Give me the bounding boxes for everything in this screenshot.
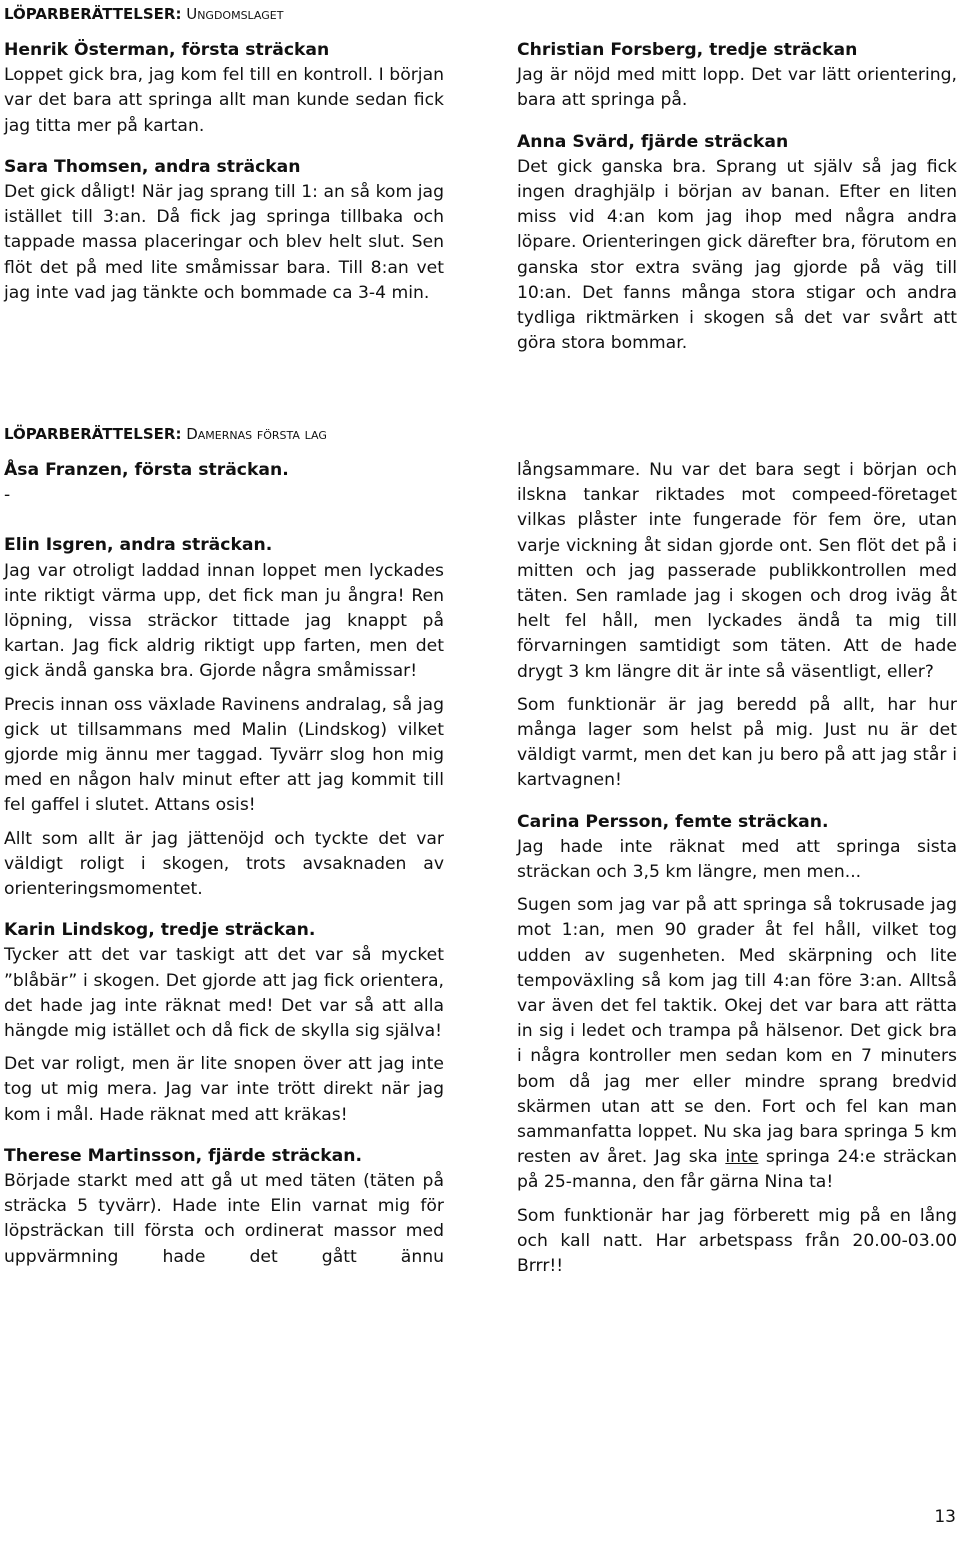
runner-story: Som funktionär har jag förberett mig på en lång och kall natt. Har arbetspass från 20.00-03.00 Brrr!! [517, 1205, 957, 1277]
runner-name: Henrik Österman, första sträckan [4, 40, 330, 60]
runner-story: Loppet gick bra, jag kom fel till en kontroll. I början var det bara att springa allt man kunde sedan fick jag titta mer på kartan. [4, 65, 444, 136]
runner-story: Det var roligt, men är lite snopen över att jag inte tog ut mig mera. Jag var inte trött direkt när jag kom i mål. Hade räknat med att kräkas! [4, 1054, 444, 1125]
runner-name: Carina Persson, femte sträckan. [517, 811, 829, 832]
runner-name: Åsa Franzen, första sträckan. [4, 460, 289, 480]
runner-name: Christian Forsberg, tredje sträckan [517, 40, 858, 60]
page-number: 13 [934, 1507, 956, 1527]
section-heading-damernas [4, 424, 327, 444]
runner-story: Började starkt med att gå ut med täten (täten på sträcka 5 tyvärr). Hade inte Elin varnat mig för löpsträckan till första och ordinerat massor med uppvärmning hade det gått ännu [4, 1171, 444, 1267]
runner-story: Allt som allt är jag jättenöjd och tyckte det var väldigt roligt i skogen, trots avsaknaden av orienteringsmomentet. [4, 828, 444, 900]
story-text: Sugen som jag var på att springa så tokrusade jag mot 1:an, men 90 grader åt fel håll, vilket tog udden av sugenheten. Med skärpning och lite tempoväxling så kom jag till 4:an före 3:an. Alltså var även det fel taktik. Okej det var bara att rätta in sig i ledet och trampa på hälsenor. Det gick bra i några kontroller men sedan kom en 7 minuters bom då jag mer eller mindre sprang bredvid skärmen utan att se den. Fort och fel kan man sammanfatta loppet. Nu ska jag bara springa 5 km resten av året. Jag ska [517, 895, 957, 1168]
runner-story: Jag är nöjd med mitt lopp. Det var lätt orientering, bara att springa på. [517, 65, 957, 111]
underlined-word: inte [725, 1147, 759, 1168]
runner-story [517, 893, 957, 1195]
runner-story: Det gick dåligt! När jag sprang till 1: an så kom jag istället till 3:an. Då fick jag springa tillbaka och tappade massa placeringar och blev helt slut. Sen flöt det på med lite småmissar bara. Till 8:an vet jag inte vad jag tänkte och bommade ca 3-4 min. [4, 182, 444, 303]
heading-subtitle: Ungdomslaget [186, 5, 284, 23]
runner-story: Som funktionär är jag beredd på allt, har hur många lager som helst på mig. Just nu är det väldigt varmt, men det kan ju bero på att jag står i kartvagnen! [517, 694, 957, 791]
runner-name: Anna Svärd, fjärde sträckan [517, 131, 789, 152]
heading-lead: LÖPARBERÄTTELSER: [4, 5, 182, 23]
runner-story: Jag var otroligt laddad innan loppet men lyckades inte riktigt värma upp, det fick man ju ångra! Ren löpning, vissa sträckor tittade jag knappt på kartan. Jag fick aldrig riktigt upp farten, men det gick ändå ganska bra. Gjorde några småmissar! [4, 560, 444, 682]
runner-story: - [4, 485, 11, 506]
runner-name: Sara Thomsen, andra sträckan [4, 156, 301, 177]
heading-lead: LÖPARBERÄTTELSER: [4, 425, 182, 443]
runner-story: Tycker att det var taskigt att det var så mycket ”blåbär” i skogen. Det gjorde att jag fick orientera, det hade jag inte räknat med! Det var så att alla hängde mig istället och då fick de skylla sig själva! [4, 945, 444, 1042]
section1-right-column [517, 38, 957, 356]
story-text: springa 24:e sträckan på 25-manna, den får gärna Nina ta! [517, 1147, 957, 1193]
runner-story: långsammare. Nu var det bara segt i början och ilskna tankar riktades mot compeed-företaget vilkas plåster inte fungerade för fem öre, utan varje vickning åt sidan gjorde ont. Sen flöt det på i mitten och jag passerade publikkontrollen med täten. Sen ramlade jag i skogen och drog iväg åt helt fel håll, men lyckades ändå ta mig till förvarningen samtidigt som täten. Att de hade drygt 3 km längre dit är inte så väsentligt, eller? [517, 460, 957, 682]
section2-left-column [4, 458, 444, 1270]
section1-left-column [4, 38, 444, 306]
runner-story: Det gick ganska bra. Sprang ut själv så jag fick ingen draghjälp i början av banan. Efter en liten miss vid 4:an kom jag ihop med några andra löpare. Orienteringen gick därefter bra, förutom en ganska stor extra sväng jag gjorde på väg till 10:an. Det fanns många stora stigar och andra tydliga riktmärken i skogen så det var svårt att göra stora bommar. [517, 156, 957, 354]
runner-story: Precis innan oss växlade Ravinens andralag, så jag gick ut tillsammans med Malin (Lindskog) vilket gjorde mig ännu mer taggad. Tyvärr slog hon mig med en någon halv minut efter att jag kommit till fel gaffel i slutet. Attans osis! [4, 694, 444, 816]
runner-name: Elin Isgren, andra sträckan. [4, 535, 273, 556]
section-heading-ungdomslaget [4, 4, 283, 24]
heading-subtitle: Damernas första lag [186, 425, 327, 443]
runner-name: Karin Lindskog, tredje sträckan. [4, 920, 316, 941]
runner-name: Therese Martinsson, fjärde sträckan. [4, 1145, 363, 1166]
section2-right-column [517, 458, 957, 1279]
runner-story: Jag hade inte räknat med att springa sista sträckan och 3,5 km längre, men men... [517, 836, 957, 883]
